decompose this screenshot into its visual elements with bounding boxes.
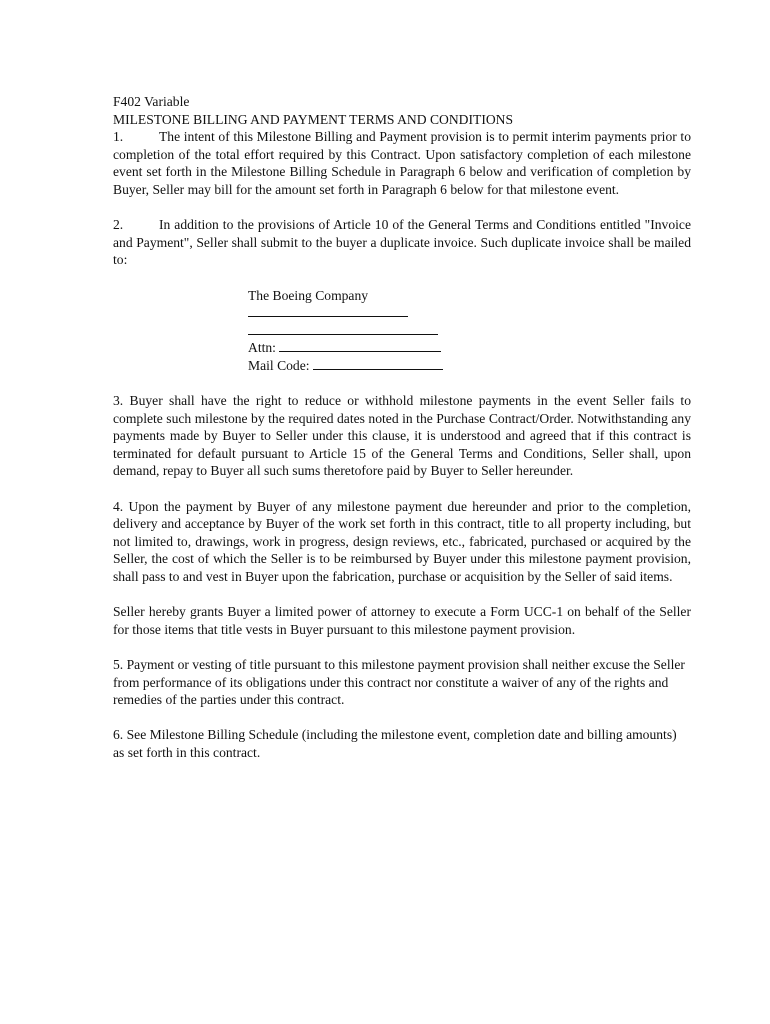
address-blank-line-2 — [248, 322, 691, 340]
form-id: F402 Variable — [113, 94, 190, 109]
paragraph-6: 6. See Milestone Billing Schedule (including the milestone event, completion date and billing amounts) as set forth in this contract. — [113, 727, 677, 760]
paragraph-4: 4. Upon the payment by Buyer of any milestone payment due hereunder and prior to the completion, delivery and acceptance by Buyer of the work set forth in this contract, title to all property including, but not limited to, drawings, work in progress, design reviews, etc., fabricated, purchased or acquired by the Seller, the cost of which the Seller is to be reimbursed by Buyer under this milestone payment provision, shall pass to and vest in Buyer upon the fabrication, purchase or acquisition by the Seller of said items. — [113, 498, 691, 585]
document-page — [113, 93, 691, 762]
address-attn — [248, 339, 691, 357]
address-company: The Boeing Company — [248, 287, 369, 303]
paragraph-1-text: The intent of this Milestone Billing and Payment provision is to permit interim payments prior to completion of the total effort required by this Contract. Upon satisfactory completion of each milestone event set forth in the Milestone Billing Schedule in Paragraph 6 below and verification of completion by Buyer, Seller may bill for the amount set forth in Paragraph 6 below for that milestone event. — [113, 129, 691, 197]
paragraph-5: 5. Payment or vesting of title pursuant to this milestone payment provision shall neither excuse the Seller from performance of its obligations under this contract nor constitute a waiver of any of the rights and remedies of the parties under this contract. — [113, 657, 685, 708]
paragraph-4-power-of-attorney: Seller hereby grants Buyer a limited power of attorney to execute a Form UCC-1 on behalf of the Seller for those items that title vests in Buyer pursuant to this milestone payment provision. — [113, 604, 691, 637]
paragraph-2-number: 2. — [113, 217, 124, 233]
document-title: MILESTONE BILLING AND PAYMENT TERMS AND CONDITIONS — [113, 111, 514, 127]
paragraph-3: 3. Buyer shall have the right to reduce or withhold milestone payments in the event Seller fails to complete such milestone by the required dates noted in the Purchase Contract/Order. Notwithstanding any payments made by Buyer to Seller under this clause, it is understood and agreed that if this contract is terminated for default pursuant to Article 15 of the General Terms and Conditions, Seller shall, upon demand, repay to Buyer all such sums theretofore paid by Buyer to Seller hereunder. — [113, 393, 691, 479]
address-mail-code — [248, 357, 691, 375]
paragraph-2-text: In addition to the provisions of Article 10 of the General Terms and Conditions entitled "Invoice and Payment", Seller shall submit to the buyer a duplicate invoice. Such duplicate invoice shall be mailed to: — [113, 217, 691, 268]
attn-label: Attn: — [248, 340, 276, 356]
paragraph-1 — [113, 128, 691, 198]
address-blank-line-1 — [248, 304, 691, 322]
mail-code-label: Mail Code: — [248, 357, 310, 373]
paragraph-2 — [113, 216, 691, 269]
attn-blank — [279, 339, 441, 352]
paragraph-1-number: 1. — [113, 129, 124, 145]
mail-code-blank — [313, 357, 443, 370]
mailing-address-block — [248, 287, 691, 375]
